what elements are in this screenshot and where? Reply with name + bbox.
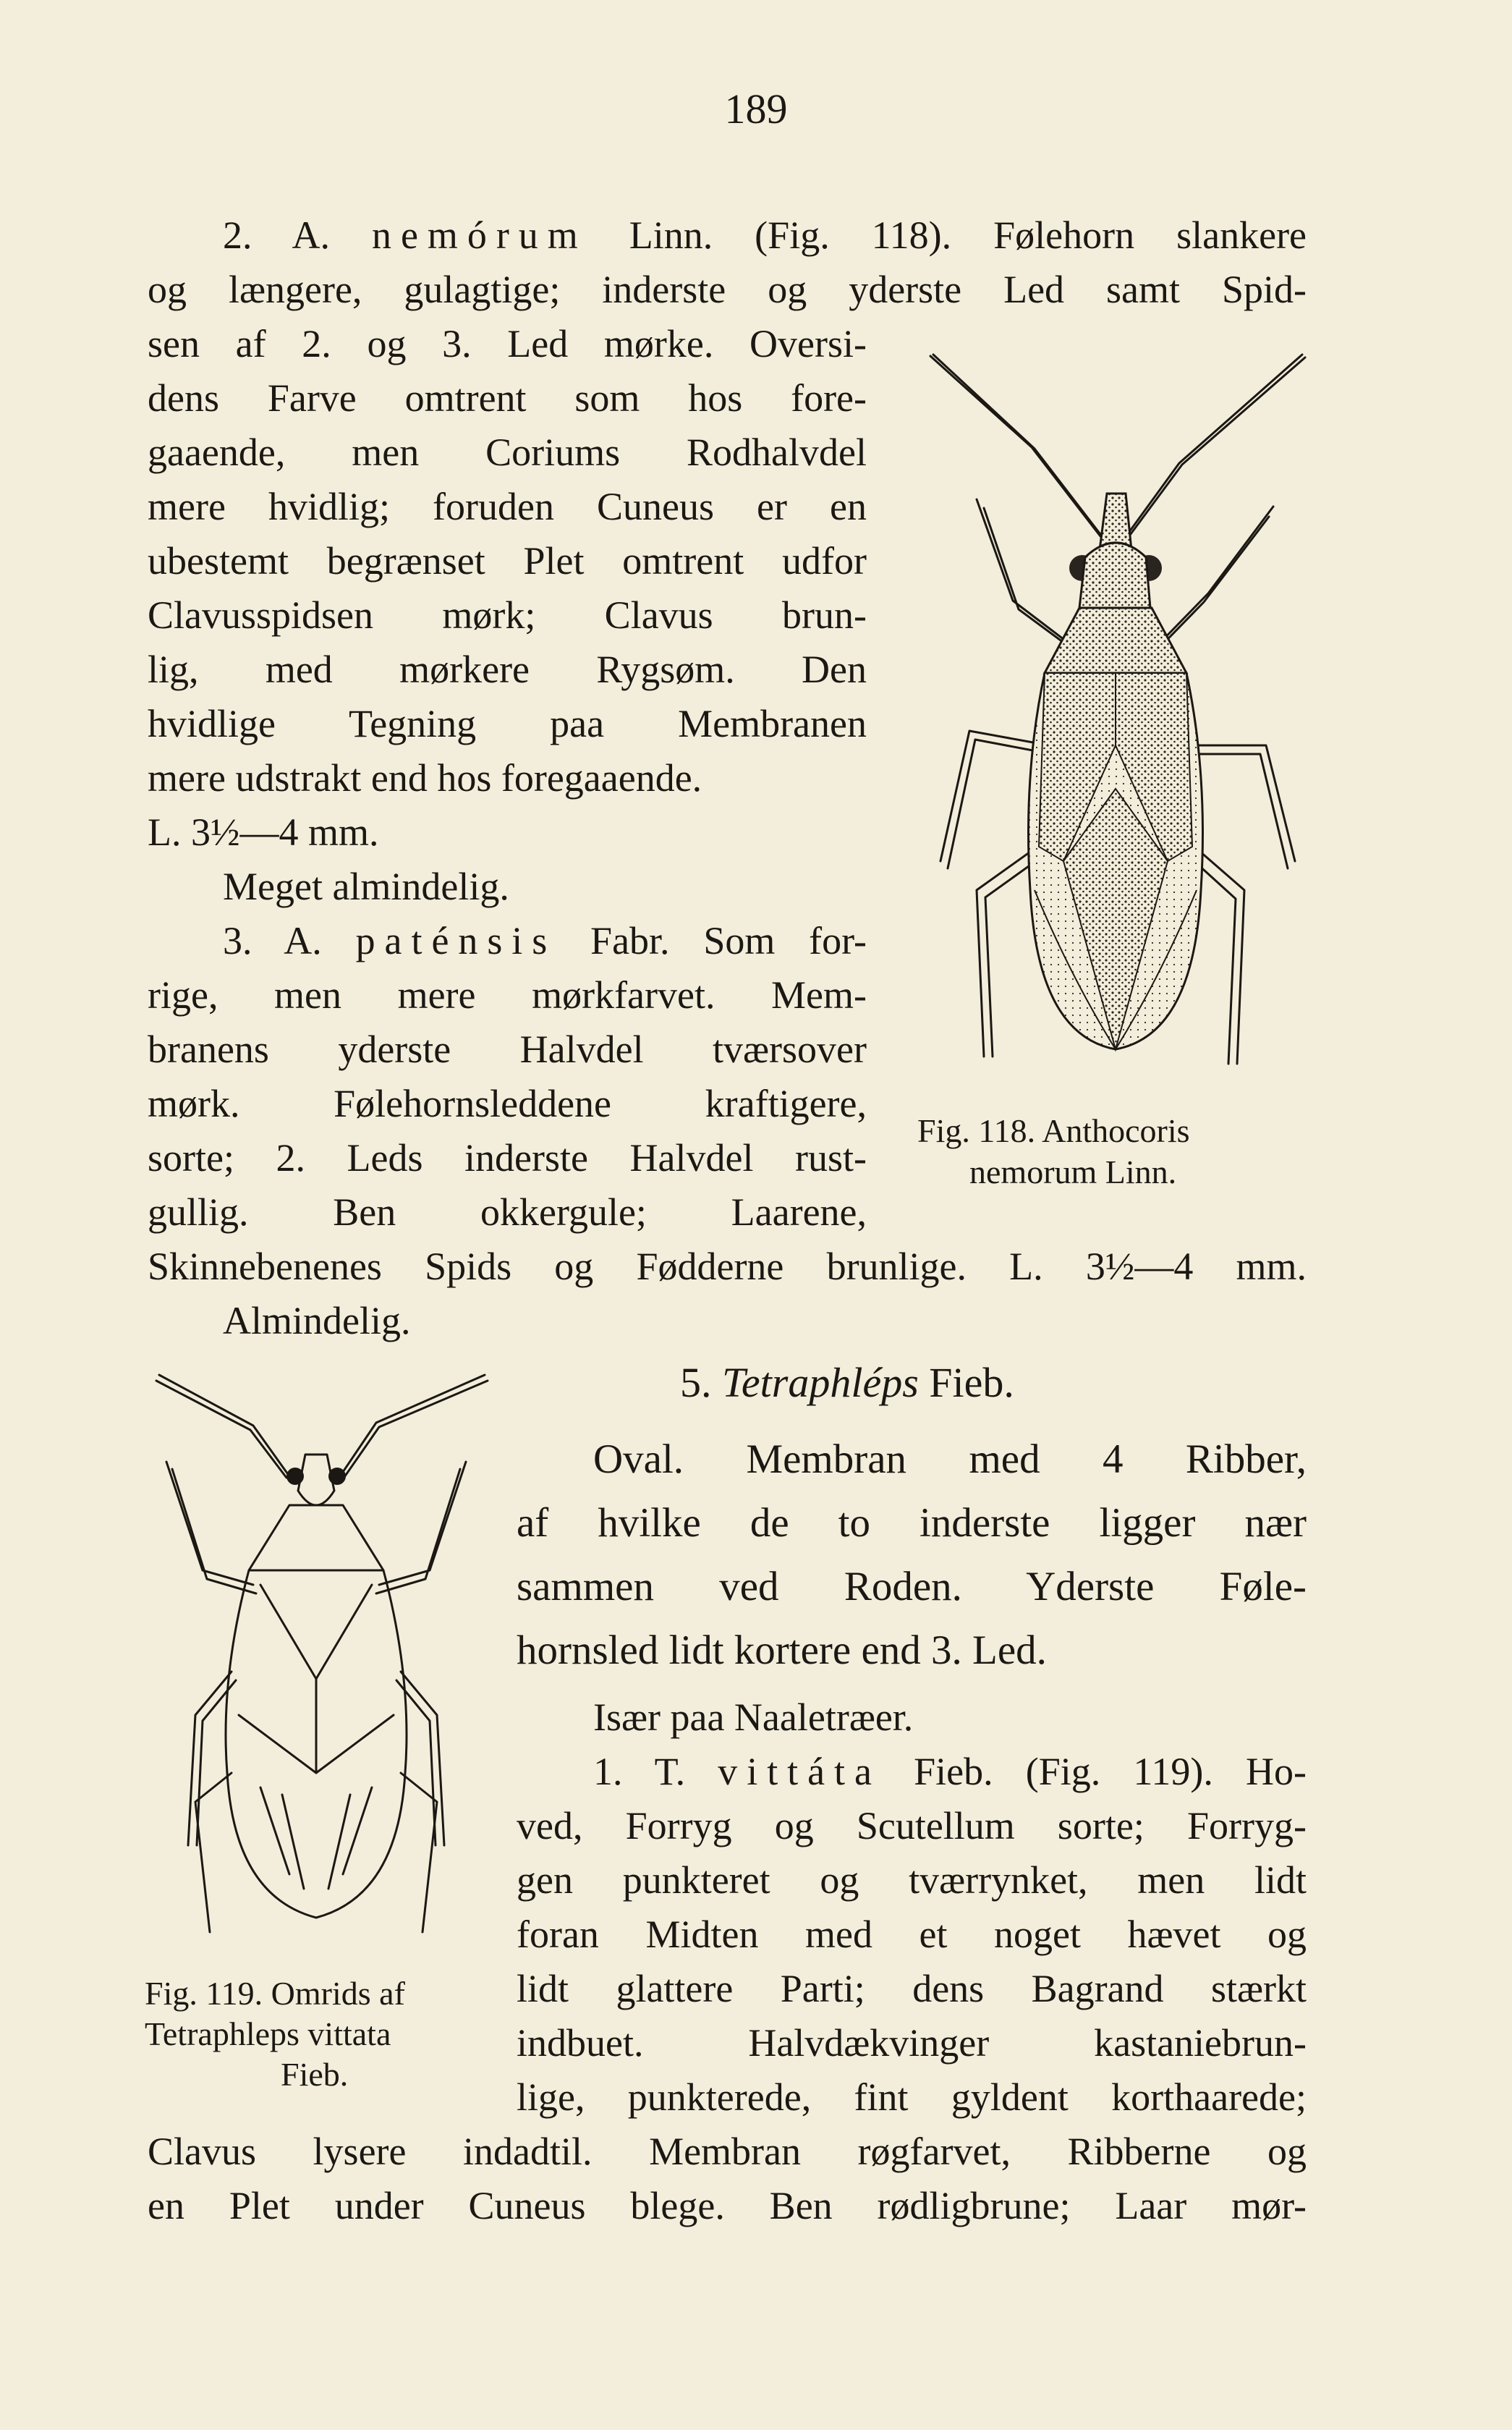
species-2-length: L. 3½—4 mm. <box>148 810 379 854</box>
species-1-name: vittáta <box>718 1750 881 1793</box>
species-3-name: paténsis <box>355 919 557 962</box>
species-2-line: ubestemt begrænset Plet omtrent udfor <box>148 539 867 583</box>
species-2-line: Clavusspidsen mørk; Clavus brun- <box>148 593 867 637</box>
genus-5-line: af hvilke de to inderste ligger nær <box>517 1500 1307 1546</box>
species-1-line: ved, Forryg og Scutellum sorte; Forryg- <box>517 1804 1307 1847</box>
species-2-line: mere hvidlig; foruden Cuneus er en <box>148 485 867 528</box>
species-3-line: branens yderste Halvdel tværsover <box>148 1028 867 1071</box>
species-1-line: lige, punkterede, fint gyldent korthaarede; <box>517 2075 1307 2119</box>
species-1-line: lidt glattere Parti; dens Bagrand stærkt <box>517 1967 1307 2010</box>
fig-119-caption-line-3: Fieb. <box>281 2056 349 2093</box>
genus-5-habitat: Især paa Naaletræer. <box>593 1696 914 1739</box>
fig-118-insect-illustration <box>890 340 1338 1093</box>
species-1-line: en Plet under Cuneus blege. Ben rødligbrune; Laar mør- <box>148 2184 1307 2227</box>
species-3-line: Skinnebenenes Spids og Fødderne brunlige. L. 3½—4 mm. <box>148 1245 1307 1288</box>
species-2-line: sen af 2. og 3. Led mørke. Oversi- <box>148 322 867 365</box>
species-1-line: gen punkteret og tværrynket, men lidt <box>517 1858 1307 1902</box>
genus-5-line: sammen ved Roden. Yderste Føle- <box>517 1564 1307 1609</box>
species-3-line: mørk. Følehornsleddene kraftigere, <box>148 1082 867 1125</box>
page-number: 189 <box>724 85 788 132</box>
fig-118-caption-line-2: nemorum Linn. <box>969 1153 1177 1190</box>
genus-5-name: Tetraphléps <box>722 1359 919 1406</box>
species-2-line: lig, med mørkere Rygsøm. Den <box>148 648 867 691</box>
species-3-line: gullig. Ben okkergule; Laarene, <box>148 1190 867 1234</box>
species-2-heading-line: 2. A. nemórum Linn. (Fig. 118). Følehorn slankere <box>223 213 1307 257</box>
species-2-line: og længere, gulagtige; inderste og yderste Led samt Spid- <box>148 268 1307 311</box>
species-3-heading-line: 3. A. paténsis Fabr. Som for- <box>223 919 867 962</box>
genus-5-line: hornsled lidt kortere end 3. Led. <box>517 1627 1047 1673</box>
species-1-line: indbuet. Halvdækvinger kastaniebrun- <box>517 2021 1307 2065</box>
species-2-line: dens Farve omtrent som hos fore- <box>148 376 867 420</box>
species-2-name: nemórum <box>372 213 587 257</box>
species-3-line: rige, men mere mørkfarvet. Mem- <box>148 973 867 1017</box>
species-3-occurrence: Almindelig. <box>223 1299 411 1342</box>
species-1-line: Clavus lysere indadtil. Membran røgfarvet, Ribberne og <box>148 2130 1307 2173</box>
fig-119-caption-line-2: Tetraphleps vittata <box>145 2015 391 2052</box>
species-2-line: gaaende, men Coriums Rodhalvdel <box>148 431 867 474</box>
species-2-line: hvidlige Tegning paa Membranen <box>148 702 867 745</box>
species-1-line: foran Midten med et noget hævet og <box>517 1913 1307 1956</box>
fig-119-insect-outline <box>145 1368 506 1954</box>
fig-119-caption-line-1: Fig. 119. Omrids af <box>145 1975 405 2012</box>
genus-5-line: Oval. Membran med 4 Ribber, <box>593 1436 1307 1482</box>
fig-118-caption-line-1: Fig. 118. Anthocoris <box>917 1112 1190 1149</box>
genus-5-heading: 5. Tetraphléps Fieb. <box>680 1359 1014 1406</box>
species-1-heading-line: 1. T. vittáta Fieb. (Fig. 119). Ho- <box>593 1750 1307 1793</box>
species-2-occurrence: Meget almindelig. <box>223 865 509 908</box>
species-2-line: mere udstrakt end hos foregaaende. <box>148 756 702 800</box>
species-3-line: sorte; 2. Leds inderste Halvdel rust- <box>148 1136 867 1180</box>
